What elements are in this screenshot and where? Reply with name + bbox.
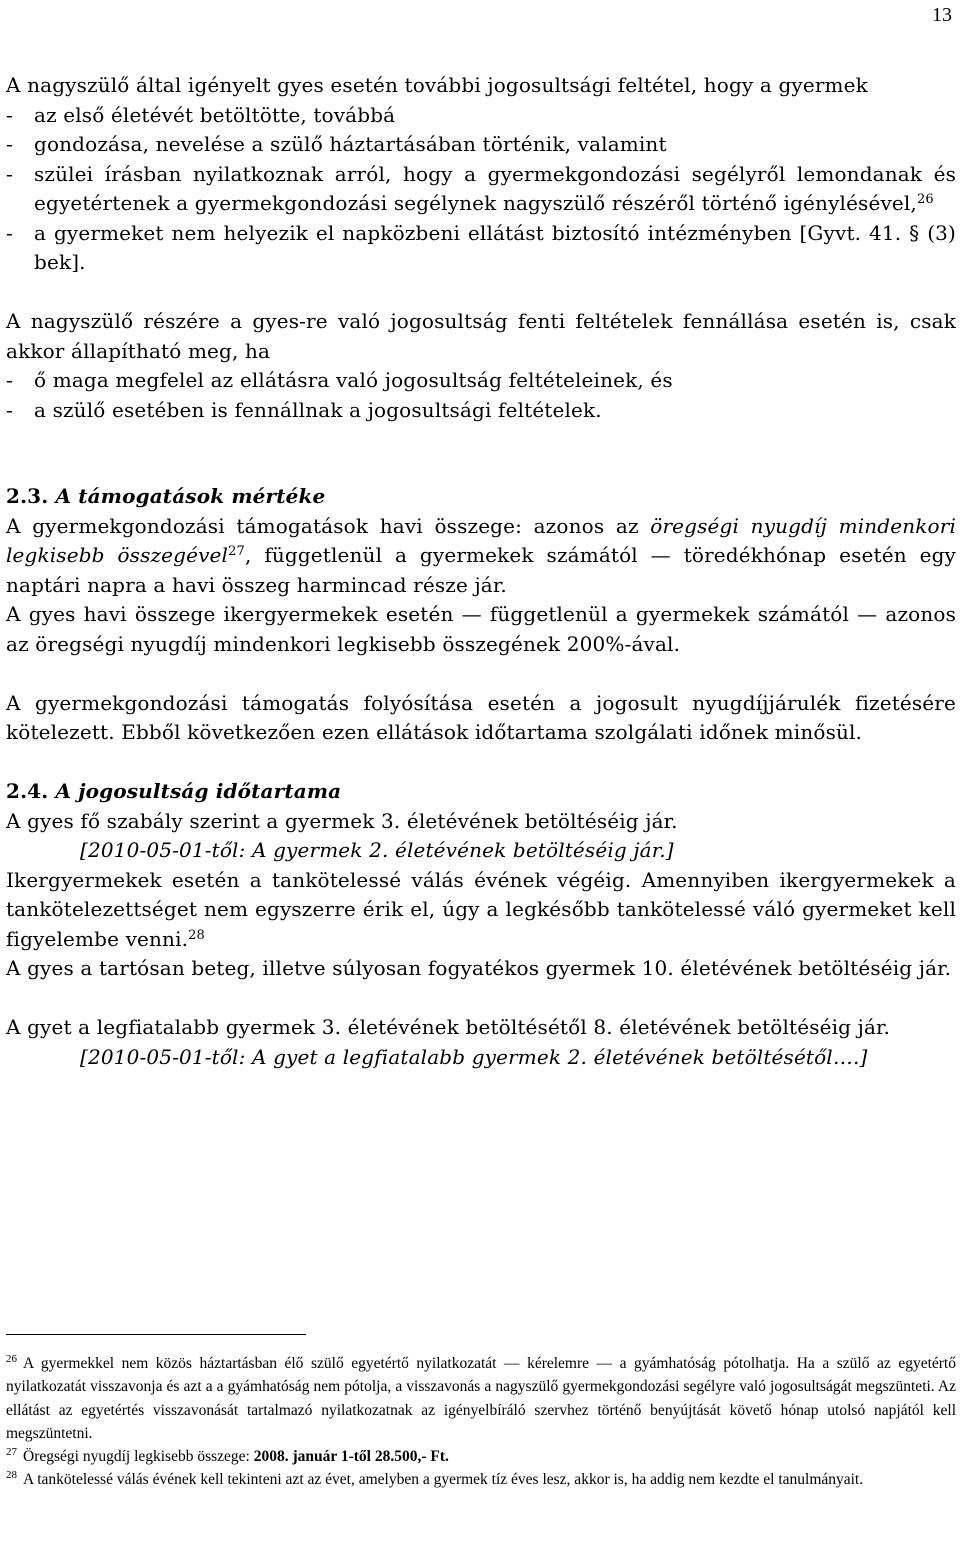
section-heading-2-3: 2.3. A támogatások mértéke bbox=[6, 484, 326, 508]
footnote-26: $^{26}$ A gyermekkel nem közös háztartásban élő szülő egyetértő nyilatkozatát — kérelemre — a gyámhatóság pótolhatja. Ha a szülő az egyetértő nyilatkozatát visszavonja és azt a a gyámhatóság nem pótolja, a visszavonás a nagyszülő gyermekgondozási segélyre való jogosultságát megszünteti. Az ellátást az egyetértés visszavonását tartalmazó nyilatkozatnak az igényelbíráló szervhez történő benyújtását követő hónap utolsó napjától kell megszüntetni. bbox=[6, 1353, 956, 1442]
s4-paragraph-1: A gyes fő szabály szerint a gyermek 3. életévének betöltéséig jár. bbox=[6, 808, 678, 833]
list-item: - a szülő esetében is fennállnak a jogosultsági feltételek. bbox=[6, 397, 602, 422]
footnote-ref[interactable]: 27 bbox=[228, 544, 245, 559]
footnote-27: $^{27}$ Öregségi nyugdíj legkisebb összege: 2008. január 1-től 28.500,- Ft. bbox=[6, 1446, 449, 1466]
list-item: - az első életévét betöltötte, továbbá bbox=[6, 102, 396, 127]
list-item: - szülei írásban nyilatkoznak arról, hogy a gyermekgondozási segélyről lemondanak és egyetértenek a gyermekgondozási segélynek nagyszülő részéről történő igénylésével,$^{26}$ bbox=[6, 161, 956, 215]
footnotes bbox=[6, 1352, 956, 1492]
s3-paragraph-3: A gyermekgondozási támogatás folyósítása esetén a jogosult nyugdíjjárulék fizetésére kötelezett. Ebből következően ezen ellátások időtartama szolgálati időnek minősül. bbox=[6, 690, 956, 744]
list-item: - a gyermeket nem helyezik el napközbeni ellátást biztosító intézményben [Gyvt. 41. § (3) bek]. bbox=[6, 220, 956, 274]
main-text bbox=[6, 71, 956, 1072]
footnote-ref[interactable]: 26 bbox=[916, 192, 934, 207]
s4-paragraph-4: A gyet a legfiatalabb gyermek 3. életévének betöltésétől 8. életévének betöltéséig jár. bbox=[6, 1015, 891, 1039]
s3-paragraph-2: A gyes havi összege ikergyermekek esetén — függetlenül a gyermekek számától — azonos az öregségi nyugdíj mindenkori legkisebb összegének 200%-ával. bbox=[6, 602, 956, 656]
page-number: 13 bbox=[932, 4, 952, 26]
s3-paragraph-1: A gyermekgondozási támogatások havi összege: azonos az öregségi nyugdíj mindenkori legkisebb összegével$^{27}$, függetlenül a gyermekek számától — töredékhónap esetén egy naptári napra a havi összeg harmincad része jár. bbox=[6, 513, 956, 597]
s4-paragraph-2: Ikergyermekek esetén a tankötelessé válás évének végéig. Amennyiben ikergyermekek a tankötelezettséget nem egyszerre érik el, úgy a legkésőbb tankötelessé váló gyermeket kell figyelembe venni.$^{28}$ bbox=[6, 867, 956, 951]
list-item: - gondozása, nevelése a szülő háztartásában történik, valamint bbox=[6, 132, 667, 156]
s4-paragraph-3: A gyes a tartósan beteg, illetve súlyosan fogyatékos gyermek 10. életévének betöltéséig jár. bbox=[6, 956, 952, 980]
footnote-separator bbox=[6, 1334, 306, 1335]
s1-intro: A nagyszülő által igényelt gyes esetén további jogosultsági feltétel, hogy a gyermek bbox=[6, 73, 868, 97]
footnote-28: $^{28}$ A tankötelessé válás évének kell tekinteni azt az évet, amelyben a gyermek tíz éves lesz, akkor is, ha addig nem kezdte el tanulmányait. bbox=[6, 1469, 864, 1489]
section-heading-2-4: 2.4. A jogosultság időtartama bbox=[6, 779, 342, 803]
footnote-ref[interactable]: 28 bbox=[188, 927, 205, 943]
s2-intro: A nagyszülő részére a gyes-re való jogosultság fenti feltételek fennállása esetén is, csak akkor állapítható meg, ha bbox=[6, 309, 956, 363]
s4-amendment-note-1: [2010-05-01-től: A gyermek 2. életévének betöltéséig jár.] bbox=[80, 838, 674, 862]
list-item: - ő maga megfelel az ellátásra való jogosultság feltételeinek, és bbox=[6, 368, 673, 392]
s4-amendment-note-2: [2010-05-01-től: A gyet a legfiatalabb gyermek 2. életévének betöltésétől….] bbox=[80, 1044, 868, 1069]
